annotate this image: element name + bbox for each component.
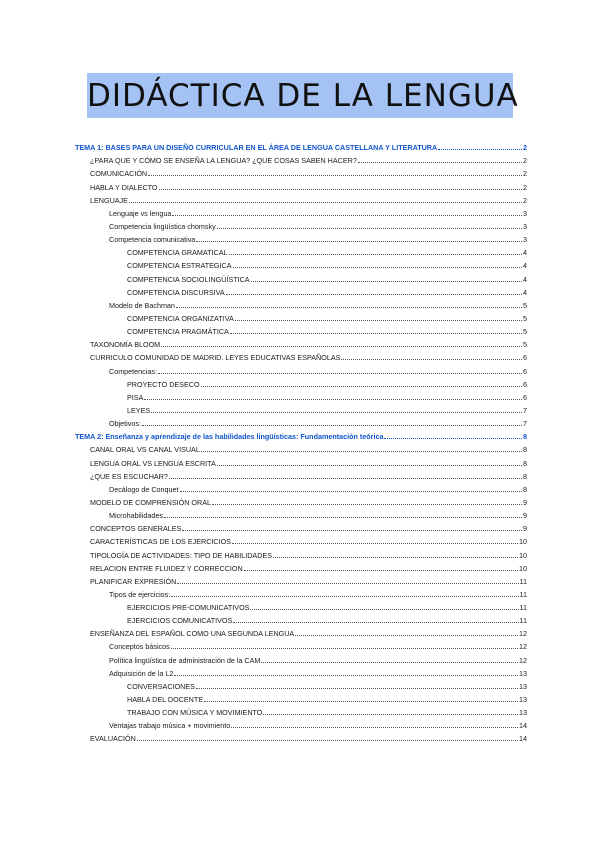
dot-leader (171, 648, 518, 649)
toc-entry-label: LEYES (127, 405, 151, 415)
toc-page-number: 13 (519, 681, 527, 691)
dot-leader (341, 359, 522, 360)
toc-entry[interactable] (75, 665, 527, 678)
toc-entry-label: MODELO DE COMPRENSIÓN ORAL (90, 497, 212, 507)
toc-entry[interactable] (75, 573, 527, 586)
toc-entry-label: TEMA 2: Enseñanza y aprendizaje de las habilidades lingüísticas: Fundamentación teórica (75, 432, 384, 442)
toc-page-number: 8 (523, 484, 527, 494)
toc-entry[interactable] (75, 507, 527, 520)
toc-entry[interactable] (75, 257, 527, 270)
toc-entry[interactable] (75, 612, 527, 625)
toc-chapter-entry[interactable] (75, 139, 527, 152)
toc-entry-label: PROYECTO DESECO (127, 379, 200, 389)
dot-leader (196, 688, 518, 689)
toc-entry[interactable] (75, 560, 527, 573)
toc-page-number: 2 (523, 169, 527, 179)
toc-page-number: 5 (523, 340, 527, 350)
toc-page-number: 10 (519, 537, 527, 547)
toc-entry[interactable] (75, 192, 527, 205)
toc-chapter-entry[interactable] (75, 428, 527, 441)
dot-leader (129, 202, 522, 203)
toc-entry-label: Decálogo de Conquet (109, 484, 179, 494)
dot-leader (201, 451, 522, 452)
toc-entry-label: EJERCICIOS COMUNICATIVOS (127, 616, 233, 626)
toc-entry-label: ¿PARA QUE Y CÓMO SE ENSEÑA LA LENGUA? ¿QUE COSAS SABEN HACER? (90, 156, 357, 166)
toc-entry[interactable] (75, 546, 527, 559)
dot-leader (261, 662, 518, 663)
toc-entry-label: CARACTERÍSTICAS DE LOS EJERCICIOS (90, 537, 231, 547)
toc-entry-label: CONCEPTOS GENERALES (90, 524, 182, 534)
toc-entry[interactable] (75, 402, 527, 415)
toc-page-number: 4 (523, 248, 527, 258)
toc-page-number: 8 (523, 445, 527, 455)
toc-entry[interactable] (75, 310, 527, 323)
toc-entry-label: Competencia comunicativa (109, 235, 196, 245)
toc-entry[interactable] (75, 717, 527, 730)
toc-entry-label: CANAL ORAL VS CANAL VISUAL (90, 445, 200, 455)
toc-entry-label: COMPETENCIA SOCIOLINGÜÍSTICA (127, 274, 250, 284)
toc-page-number: 3 (523, 208, 527, 218)
toc-page-number: 10 (519, 550, 527, 560)
toc-page-number: 4 (523, 261, 527, 271)
toc-page-number: 5 (523, 327, 527, 337)
toc-entry[interactable] (75, 205, 527, 218)
dot-leader (172, 215, 522, 216)
toc-entry-label: COMPETENCIA ESTRATEGICA (127, 261, 232, 271)
toc-page-number: 6 (523, 353, 527, 363)
toc-page-number: 6 (523, 366, 527, 376)
dot-leader (233, 622, 518, 623)
dot-leader (250, 609, 518, 610)
toc-entry[interactable] (75, 389, 527, 402)
toc-entry-label: CONVERSACIONES (127, 681, 195, 691)
toc-entry-label: Adquisición de la L2 (109, 668, 174, 678)
dot-leader (230, 333, 522, 334)
toc-entry[interactable] (75, 152, 527, 165)
toc-entry[interactable] (75, 362, 527, 375)
toc-entry-label: Competencia lingüística chomsky (109, 221, 216, 231)
toc-page-number: 14 (519, 721, 527, 731)
toc-entry[interactable] (75, 730, 527, 743)
title-highlight (87, 73, 519, 118)
toc-entry[interactable] (75, 270, 527, 283)
toc-page-number: 5 (523, 313, 527, 323)
dot-leader (161, 346, 522, 347)
toc-page-number: 3 (523, 221, 527, 231)
toc-entry-label: HABLA DEL DOCENTE (127, 695, 204, 705)
toc-entry-label: COMPETENCIA DISCURSIVA (127, 287, 225, 297)
toc-page-number: 6 (523, 392, 527, 402)
dot-leader (196, 241, 522, 242)
toc-page-number: 8 (523, 432, 527, 442)
toc-entry-label: Objetivos: (109, 419, 141, 429)
dot-leader (148, 175, 522, 176)
toc-entry[interactable] (75, 638, 527, 651)
toc-page-number: 12 (519, 655, 527, 665)
toc-entry[interactable] (75, 415, 527, 428)
toc-entry-label: TEMA 1: BASES PARA UN DISEÑO CURRICULAR EN EL ÁREA DE LENGUA CASTELLANA Y LITERATURA (75, 143, 438, 153)
toc-entry[interactable] (75, 651, 527, 664)
dot-leader (235, 320, 522, 321)
toc-entry[interactable] (75, 468, 527, 481)
dot-leader (177, 583, 518, 584)
dot-leader (217, 465, 522, 466)
toc-entry[interactable] (75, 297, 527, 310)
toc-page-number: 9 (523, 511, 527, 521)
dot-leader (176, 307, 522, 308)
toc-page-number: 5 (523, 300, 527, 310)
toc-entry-label: HABLA Y DIALECTO (90, 182, 158, 192)
toc-page-number: 13 (519, 708, 527, 718)
toc-entry[interactable] (75, 494, 527, 507)
toc-entry[interactable] (75, 599, 527, 612)
toc-entry[interactable] (75, 336, 527, 349)
toc-page-number: 9 (523, 497, 527, 507)
dot-leader (232, 543, 518, 544)
toc-entry[interactable] (75, 520, 527, 533)
dot-leader (212, 504, 522, 505)
toc-entry-label: LENGUA ORAL VS LENGUA ESCRITA (90, 458, 216, 468)
toc-page-number: 2 (523, 156, 527, 166)
toc-entry-label: TAXONOMÍA BLOOM (90, 340, 161, 350)
toc-entry-label: ENSEÑANZA DEL ESPAÑOL COMO UNA SEGUNDA LENGUA (90, 629, 295, 639)
toc-entry[interactable] (75, 231, 527, 244)
dot-leader (158, 373, 522, 374)
dot-leader (182, 530, 522, 531)
toc-page-number: 4 (523, 287, 527, 297)
toc-page-number: 12 (519, 642, 527, 652)
toc-page-number: 11 (519, 589, 527, 599)
toc-page-number: 8 (523, 471, 527, 481)
toc-entry-label: Ventajas trabajo música + movimiento (109, 721, 231, 731)
toc-entry-label: COMUNICACIÓN (90, 169, 148, 179)
dot-leader (142, 425, 522, 426)
dot-leader (174, 675, 518, 676)
toc-entry[interactable] (75, 691, 527, 704)
dot-leader (201, 386, 522, 387)
dot-leader (263, 714, 518, 715)
toc-entry[interactable] (75, 284, 527, 297)
toc-entry[interactable] (75, 244, 527, 257)
toc-entry-label: LENGUAJE (90, 195, 128, 205)
toc-entry-label: Conceptos básicos (109, 642, 170, 652)
toc-entry[interactable] (75, 323, 527, 336)
dot-leader (358, 162, 522, 163)
toc-page-number: 11 (519, 576, 527, 586)
toc-entry[interactable] (75, 678, 527, 691)
toc-page-number: 10 (519, 563, 527, 573)
dot-leader (217, 228, 522, 229)
toc-entry-label: EVALUACIÓN (90, 734, 136, 744)
dot-leader (384, 438, 522, 439)
toc-page-number: 2 (523, 195, 527, 205)
toc-page-number: 8 (523, 458, 527, 468)
dot-leader (171, 596, 518, 597)
toc-entry-label: Modelo de Bachman (109, 300, 175, 310)
toc-entry-label: COMPETENCIA GRAMATICAL (127, 248, 228, 258)
toc-entry[interactable] (75, 625, 527, 638)
toc-entry-label: Lenguaje vs lengua (109, 208, 172, 218)
dot-leader (273, 557, 518, 558)
dot-leader (151, 412, 522, 413)
toc-entry-label: Microhabilidades (109, 511, 163, 521)
toc-page-number: 7 (523, 419, 527, 429)
dot-leader (244, 570, 518, 571)
dot-leader (251, 281, 522, 282)
page-title: DIDÁCTICA DE LA LENGUA (87, 78, 519, 114)
toc-entry-label: TIPOLOGÍA DE ACTIVIDADES: TIPO DE HABILIDADES (90, 550, 272, 560)
toc-entry[interactable] (75, 178, 527, 191)
toc-entry[interactable] (75, 481, 527, 494)
table-of-contents (75, 139, 527, 743)
toc-entry-label: CURRICULO COMUNIDAD DE MADRID. LEYES EDUCATIVAS ESPAÑOLAS (90, 353, 341, 363)
toc-entry-label: COMPETENCIA ORGANIZATIVA (127, 313, 234, 323)
dot-leader (438, 149, 522, 150)
toc-page-number: 6 (523, 379, 527, 389)
toc-entry-label: RELACION ENTRE FLUIDEZ Y CORRECCION (90, 563, 243, 573)
toc-entry-label: PISA (127, 392, 144, 402)
toc-page-number: 9 (523, 524, 527, 534)
toc-page-number: 14 (519, 734, 527, 744)
toc-entry[interactable] (75, 376, 527, 389)
dot-leader (144, 399, 522, 400)
toc-page-number: 13 (519, 668, 527, 678)
toc-entry-label: Tipos de ejercicios: (109, 589, 171, 599)
dot-leader (137, 740, 518, 741)
dot-leader (233, 267, 523, 268)
toc-page-number: 11 (519, 603, 527, 613)
dot-leader (204, 701, 518, 702)
toc-entry[interactable] (75, 165, 527, 178)
toc-entry-label: COMPETENCIA PRAGMÁTICA (127, 327, 229, 337)
toc-entry-label: PLANIFICAR EXPRESIÓN (90, 576, 177, 586)
toc-page-number: 11 (519, 616, 527, 626)
dot-leader (295, 635, 518, 636)
toc-entry[interactable] (75, 586, 527, 599)
dot-leader (226, 294, 522, 295)
toc-entry-label: Competencias: (109, 366, 157, 376)
dot-leader (231, 727, 518, 728)
dot-leader (229, 254, 522, 255)
dot-leader (164, 517, 522, 518)
toc-entry-label: Política lingüística de administración de la CAM (109, 655, 261, 665)
toc-entry-label: ¿QUE ES ESCUCHAR? (90, 471, 168, 481)
toc-entry-label: EJERCICIOS PRE-COMUNICATIVOS (127, 603, 250, 613)
dot-leader (180, 491, 522, 492)
toc-entry[interactable] (75, 454, 527, 467)
toc-page-number: 2 (523, 182, 527, 192)
toc-page-number: 3 (523, 235, 527, 245)
dot-leader (169, 478, 522, 479)
toc-entry[interactable] (75, 533, 527, 546)
toc-entry[interactable] (75, 704, 527, 717)
toc-entry[interactable] (75, 218, 527, 231)
toc-page-number: 13 (519, 695, 527, 705)
toc-page-number: 2 (523, 143, 527, 153)
toc-entry-label: TRABAJO CON MÚSICA Y MOVIMIENTO (127, 708, 263, 718)
toc-page-number: 7 (523, 405, 527, 415)
dot-leader (159, 189, 522, 190)
toc-page-number: 12 (519, 629, 527, 639)
toc-entry[interactable] (75, 441, 527, 454)
toc-entry[interactable] (75, 349, 527, 362)
toc-page-number: 4 (523, 274, 527, 284)
